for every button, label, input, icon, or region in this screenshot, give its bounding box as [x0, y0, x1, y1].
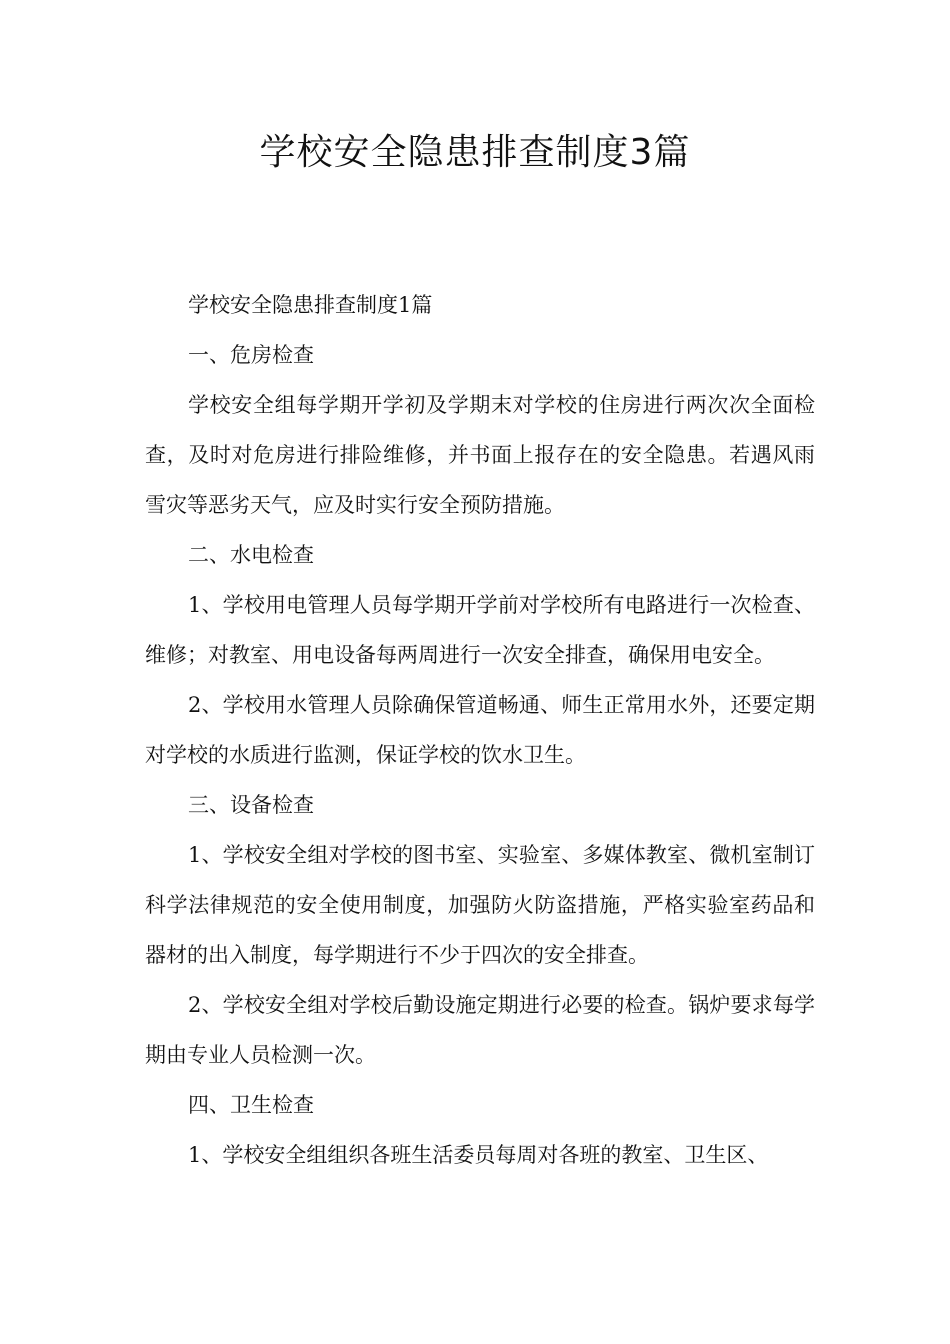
paragraph-water-inspection: 2、学校用水管理人员除确保管道畅通、师生正常用水外，还要定期对学校的水质进行监测，保证学校的饮水卫生。 [145, 693, 815, 767]
document-title: 学校安全隐患排查制度3篇 [259, 132, 691, 173]
document-body [145, 280, 815, 1180]
paragraph-logistics-facilities: 2、学校安全组对学校后勤设施定期进行必要的检查。锅炉要求每学期由专业人员检测一次。 [145, 993, 815, 1067]
section-heading-hygiene: 四、卫生检查 [188, 1093, 314, 1117]
section-heading-equipment: 三、设备检查 [188, 793, 314, 817]
paragraph-equipment-rooms: 1、学校安全组对学校的图书室、实验室、多媒体教室、微机室制订科学法律规范的安全使用制度，加强防火防盗措施，严格实验室药品和器材的出入制度，每学期进行不少于四次的安全排查。 [145, 843, 815, 967]
section-heading-water-electricity: 二、水电检查 [188, 543, 314, 567]
paragraph-building-inspection: 学校安全组每学期开学初及学期末对学校的住房进行两次次全面检查，及时对危房进行排险维修，并书面上报存在的安全隐患。若遇风雨雪灾等恶劣天气，应及时实行安全预防措施。 [145, 393, 815, 517]
section-subtitle: 学校安全隐患排查制度1篇 [188, 293, 433, 317]
section-heading-dangerous-buildings: 一、危房检查 [188, 343, 314, 367]
paragraph-hygiene-inspection: 1、学校安全组组织各班生活委员每周对各班的教室、卫生区、 [188, 1143, 769, 1167]
paragraph-electricity-inspection: 1、学校用电管理人员每学期开学前对学校所有电路进行一次检查、维修；对教室、用电设备每两周进行一次安全排查，确保用电安全。 [145, 593, 815, 667]
